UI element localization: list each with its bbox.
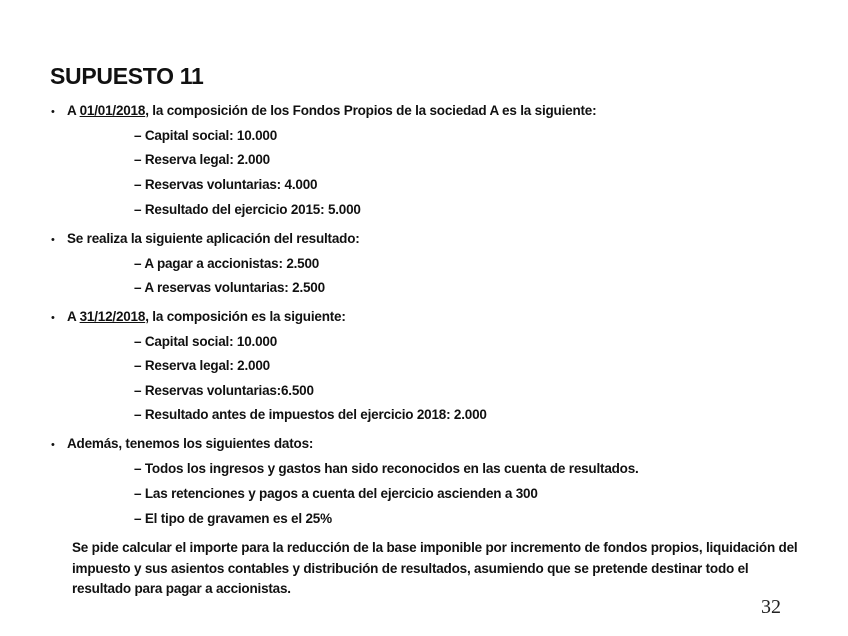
bullet-item [51,309,346,324]
bullet-prefix: A [67,103,80,118]
bullet-dot: • [51,106,55,118]
task-statement: Se pide calcular el importe para la reducción de la base imponible por incremento de fondos propios, liquidación del impuesto y sus asientos contables y distribución de resultados, asumiendo que se pretende destinar todo el resultado para pagar a accionistas. [72,540,798,596]
sub-item: – El tipo de gravamen es el 25% [134,511,332,526]
bullet-suffix: , la composición es la siguiente: [145,309,346,324]
bullet-item [51,103,596,118]
sub-item: – Capital social: 10.000 [134,334,278,349]
slide-title: SUPUESTO 11 [50,63,204,89]
sub-item: – Todos los ingresos y gastos han sido reconocidos en las cuenta de resultados. [134,461,639,476]
bullet-suffix: , la composición de los Fondos Propios de la sociedad A es la siguiente: [145,103,597,118]
sub-item: – A reservas voluntarias: 2.500 [134,280,325,295]
bullet-dot: • [51,312,55,324]
sub-item: – Reservas voluntarias:6.500 [134,383,314,398]
bullet-item [51,436,313,451]
bullet-text: Además, tenemos los siguientes datos: [67,436,314,451]
bullet-dot: • [51,439,55,451]
bullet-dot: • [51,234,55,246]
sub-item: – Capital social: 10.000 [134,128,278,143]
sub-item: – Reserva legal: 2.000 [134,152,270,167]
date-underlined: 31/12/2018 [79,309,146,324]
sub-item: – Resultado antes de impuestos del ejercicio 2018: 2.000 [134,407,487,422]
bullet-text: Se realiza la siguiente aplicación del resultado: [67,231,360,246]
page-number: 32 [761,596,781,618]
date-underlined: 01/01/2018 [79,103,146,118]
bullet-prefix: A [67,309,80,324]
sub-item: – A pagar a accionistas: 2.500 [134,256,320,271]
sub-item: – Resultado del ejercicio 2015: 5.000 [134,202,361,217]
sub-item: – Reservas voluntarias: 4.000 [134,177,318,192]
sub-item: – Reserva legal: 2.000 [134,358,270,373]
bullet-item [51,231,360,246]
sub-item: – Las retenciones y pagos a cuenta del ejercicio ascienden a 300 [134,486,538,501]
